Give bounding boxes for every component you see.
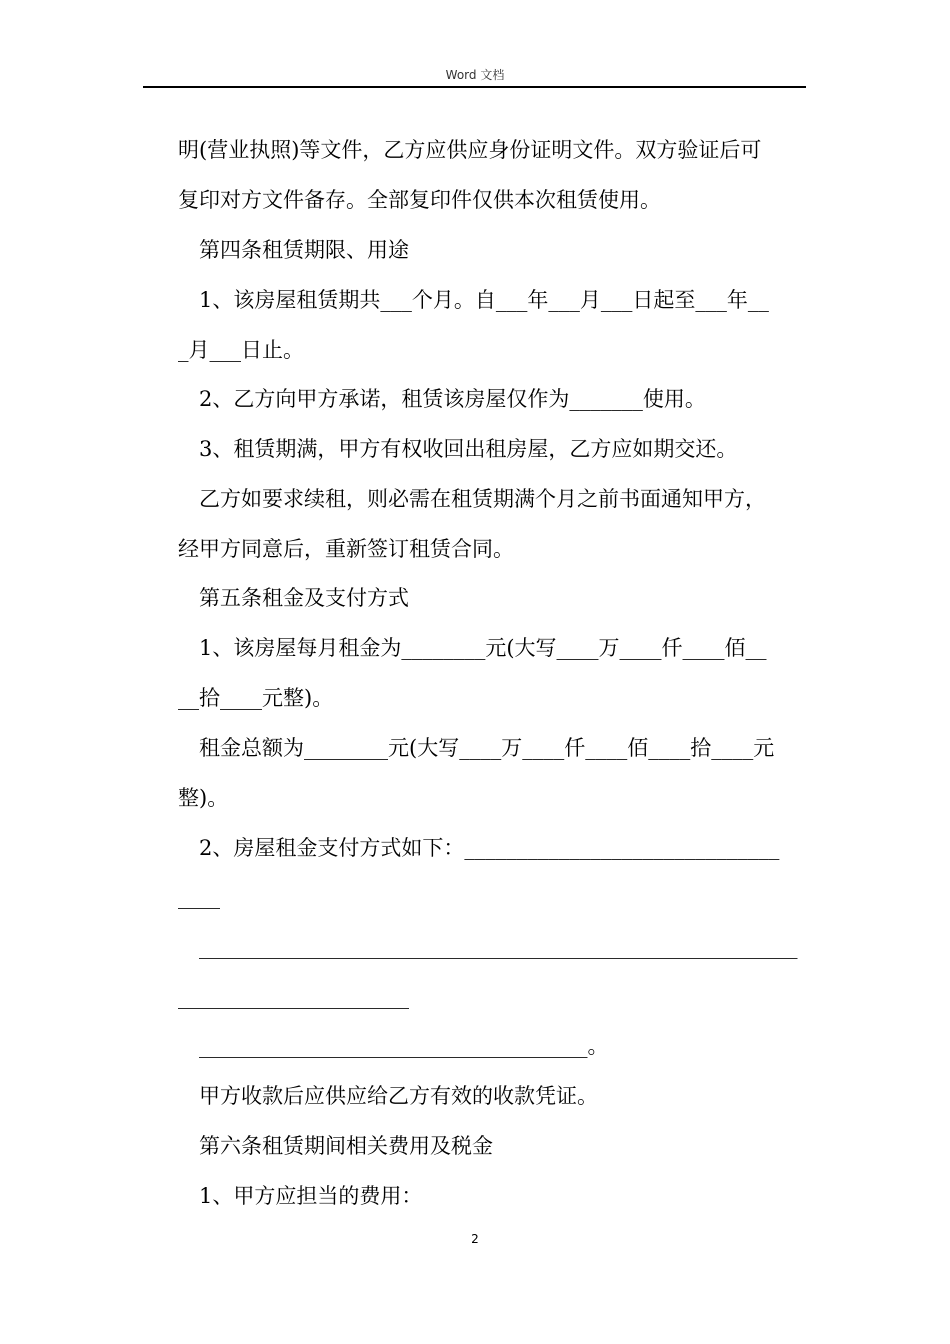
paragraph-line: 复印对方文件备存。全部复印件仅供本次租赁使用。 [178, 188, 661, 212]
paragraph-line: 明(营业执照)等文件，乙方应供应身份证明文件。双方验证后可 [178, 138, 762, 162]
paragraph-line: _月___日止。 [178, 338, 304, 362]
header-divider [143, 86, 806, 88]
paragraph-line: 1、该房屋租赁期共___个月。自___年___月___日起至___年__ [199, 288, 769, 312]
paragraph-line: 3、租赁期满，甲方有权收回出租房屋，乙方应如期交还。 [199, 437, 738, 461]
paragraph-line: 经甲方同意后，重新签订租赁合同。 [178, 537, 514, 561]
paragraph-line: 2、房屋租金支付方式如下：______________________________ [199, 836, 780, 860]
paragraph-line: 整)。 [178, 786, 229, 810]
paragraph-line: 1、该房屋每月租金为________元(大写____万____仟____佰__ [199, 636, 767, 660]
section-heading: 第六条租赁期间相关费用及税金 [199, 1134, 493, 1158]
paragraph-line: 2、乙方向甲方承诺，租赁该房屋仅作为_______使用。 [199, 387, 706, 411]
paragraph-line: 1、甲方应担当的费用： [199, 1184, 423, 1208]
section-heading: 第四条租赁期限、用途 [199, 238, 409, 262]
paragraph-line: _____________________________________。 [199, 1034, 609, 1058]
paragraph-line: ____ [178, 885, 220, 909]
paragraph-line: 租金总额为________元(大写____万____仟____佰____拾____元 [199, 736, 775, 760]
paragraph-line: 甲方收款后应供应给乙方有效的收款凭证。 [199, 1084, 598, 1108]
paragraph-line: ______________________ [178, 985, 409, 1009]
paragraph-line: __拾____元整)。 [178, 686, 334, 710]
section-heading: 第五条租金及支付方式 [199, 586, 409, 610]
paragraph-line: _________________________________________________________ [199, 935, 798, 959]
page-header-title: Word 文档 [445, 68, 505, 82]
page-number: 2 [471, 1232, 479, 1246]
paragraph-line: 乙方如要求续租，则必需在租赁期满个月之前书面通知甲方， [199, 487, 766, 511]
